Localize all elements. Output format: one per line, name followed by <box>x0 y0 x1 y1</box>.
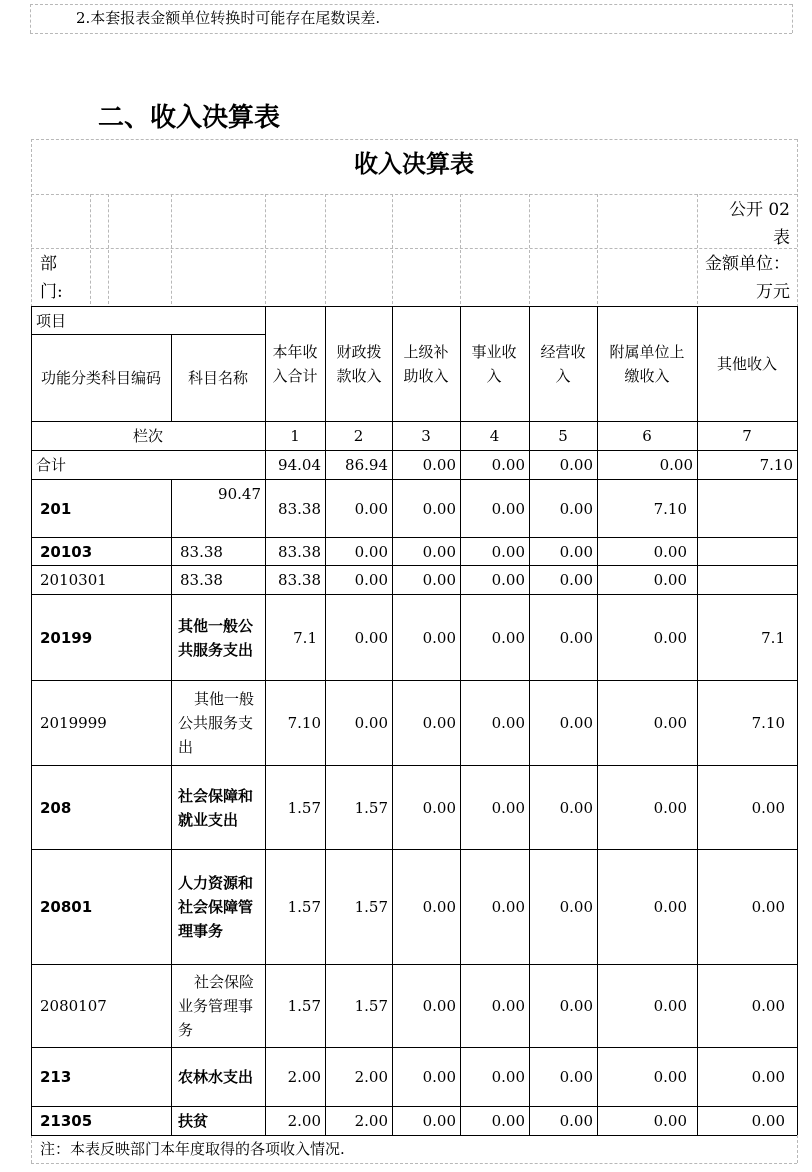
table-cell: 0.00 <box>559 898 593 916</box>
table-cell: 7.1 <box>293 628 317 647</box>
table-cell: 7.10 <box>751 714 785 732</box>
table-cell: 0.00 <box>659 456 693 474</box>
table-cell: 0.00 <box>559 714 593 732</box>
table-cell: 0.00 <box>653 1068 687 1086</box>
table-cell: 7.1 <box>761 628 785 647</box>
table-cell: 0.00 <box>491 898 525 916</box>
table-cell: 0.00 <box>491 542 525 561</box>
row-name: 其他一般公共服务支出 <box>178 690 255 756</box>
table-cell: 0.00 <box>422 997 456 1015</box>
table-cell: 0.00 <box>559 571 593 589</box>
table-cell: 83.38 <box>278 499 321 518</box>
footnote: 注：本表反映部门本年度取得的各项收入情况. <box>40 1140 345 1158</box>
table-cell: 0.00 <box>422 1112 456 1130</box>
row-name: 社会保险业务管理事务 <box>178 973 255 1039</box>
table-cell: 0.00 <box>653 798 687 817</box>
lanci-num: 2 <box>353 427 364 445</box>
header-col-1: 本年收入合计 <box>272 343 318 385</box>
unit-label: 金额单位：万元 <box>705 254 790 302</box>
row-code: 20801 <box>40 898 93 916</box>
table-cell: 94.04 <box>278 456 321 474</box>
header-col-5: 经营收入 <box>540 343 586 385</box>
row-name: 扶贫 <box>178 1112 209 1130</box>
lanci-num: 3 <box>421 427 431 445</box>
table-cell: 0.00 <box>559 456 593 474</box>
row-name: 社会保障和就业支出 <box>178 786 254 829</box>
table-cell: 0.00 <box>491 714 525 732</box>
table-cell: 1.57 <box>354 798 388 817</box>
table-cell: 0.00 <box>751 798 785 817</box>
table-cell: 86.94 <box>345 456 388 474</box>
table-cell: 2.00 <box>287 1068 321 1086</box>
table-cell: 0.00 <box>653 714 687 732</box>
row-code: 20199 <box>40 628 93 647</box>
lanci-num: 4 <box>489 427 500 445</box>
lanci-num: 7 <box>742 427 752 445</box>
table-cell: 0.00 <box>653 628 687 647</box>
table-cell <box>697 566 797 594</box>
table-cell: 7.10 <box>653 499 687 518</box>
table-cell: 0.00 <box>491 798 525 817</box>
table-cell: 0.00 <box>491 628 525 647</box>
table-cell: 0.00 <box>354 542 388 561</box>
table-cell: 1.57 <box>287 798 321 817</box>
row-name: 农林水支出 <box>178 1068 254 1086</box>
table-cell: 0.00 <box>559 542 593 561</box>
row-code: 20103 <box>40 542 93 561</box>
table-cell: 0.00 <box>491 1112 525 1130</box>
row-code: 201 <box>40 499 72 518</box>
table-cell: 0.00 <box>653 542 687 561</box>
table-cell: 0.00 <box>354 628 388 647</box>
table-cell: 0.00 <box>751 1112 785 1130</box>
table-cell: 7.10 <box>287 714 321 732</box>
row-code: 2019999 <box>40 714 107 732</box>
table-cell: 0.00 <box>491 1068 525 1086</box>
header-col-4: 事业收入 <box>471 343 517 385</box>
table-cell: 0.00 <box>422 628 456 647</box>
table-cell: 0.00 <box>491 997 525 1015</box>
table-cell: 0.00 <box>422 1068 456 1086</box>
table-cell: 0.00 <box>354 714 388 732</box>
row-name: 90.47 <box>218 485 261 503</box>
table-cell: 0.00 <box>491 456 525 474</box>
lanci-num: 1 <box>290 427 300 445</box>
table-code: 公开 02 表 <box>728 200 790 248</box>
table-cell: 0.00 <box>422 456 456 474</box>
row-code: 2010301 <box>40 571 107 589</box>
table-cell: 0.00 <box>559 798 593 817</box>
row-code: 21305 <box>40 1112 93 1130</box>
table-cell: 0.00 <box>653 571 687 589</box>
table-cell: 0.00 <box>653 898 687 916</box>
table-cell: 0.00 <box>559 628 593 647</box>
row-code: 2080107 <box>40 997 107 1015</box>
table-cell: 0.00 <box>491 571 525 589</box>
table-cell: 2.00 <box>354 1112 388 1130</box>
table-cell: 1.57 <box>287 997 321 1015</box>
lanci-label: 栏次 <box>132 427 163 445</box>
table-cell: 0.00 <box>559 1068 593 1086</box>
table-cell: 0.00 <box>653 1112 687 1130</box>
table-cell: 1.57 <box>287 898 321 916</box>
table-cell: 83.38 <box>278 571 321 589</box>
table-cell: 0.00 <box>751 1068 785 1086</box>
table-cell: 0.00 <box>422 542 456 561</box>
table-cell: 0.00 <box>559 499 593 518</box>
table-cell: 2.00 <box>354 1068 388 1086</box>
row-name: 83.38 <box>180 571 223 589</box>
table-cell: 0.00 <box>653 997 687 1015</box>
header-col-2: 财政拨款收入 <box>336 343 382 385</box>
table-title: 收入决算表 <box>354 150 474 178</box>
row-total-label: 合计 <box>36 456 67 474</box>
table-cell: 0.00 <box>422 798 456 817</box>
table-cell: 0.00 <box>422 571 456 589</box>
table-cell: 0.00 <box>422 714 456 732</box>
table-cell <box>697 538 797 565</box>
header-col-6: 附属单位上缴收入 <box>609 343 685 385</box>
row-code: 208 <box>40 798 72 817</box>
row-name: 人力资源和社会保障管理事务 <box>178 874 254 940</box>
table-cell: 7.10 <box>759 456 793 474</box>
table-cell: 83.38 <box>278 542 321 561</box>
lanci-num: 5 <box>558 427 568 445</box>
header-col-3: 上级补助收入 <box>403 343 449 385</box>
table-cell: 0.00 <box>422 499 456 518</box>
lanci-num: 6 <box>642 427 652 445</box>
header-item: 项目 <box>36 311 67 330</box>
header-name: 科目名称 <box>187 369 248 387</box>
table-cell: 0.00 <box>751 997 785 1015</box>
row-name: 83.38 <box>180 542 223 561</box>
table-cell: 0.00 <box>354 571 388 589</box>
header-col-7: 其他收入 <box>716 355 777 373</box>
table-cell: 2.00 <box>287 1112 321 1130</box>
table-cell: 0.00 <box>491 499 525 518</box>
table-cell: 0.00 <box>422 898 456 916</box>
row-code: 213 <box>40 1068 72 1086</box>
row-name: 其他一般公共服务支出 <box>178 616 254 659</box>
table-cell: 1.57 <box>354 898 388 916</box>
dept-label: 部门: <box>40 254 63 302</box>
table-cell: 0.00 <box>354 499 388 518</box>
table-cell <box>697 480 797 537</box>
table-cell: 0.00 <box>559 997 593 1015</box>
header-code: 功能分类科目编码 <box>40 369 161 387</box>
section-title: 二、收入决算表 <box>98 103 281 133</box>
table-cell: 0.00 <box>751 898 785 916</box>
table-cell: 0.00 <box>559 1112 593 1130</box>
table-cell: 1.57 <box>354 997 388 1015</box>
top-note: 2.本套报表金额单位转换时可能存在尾数误差. <box>76 9 381 27</box>
